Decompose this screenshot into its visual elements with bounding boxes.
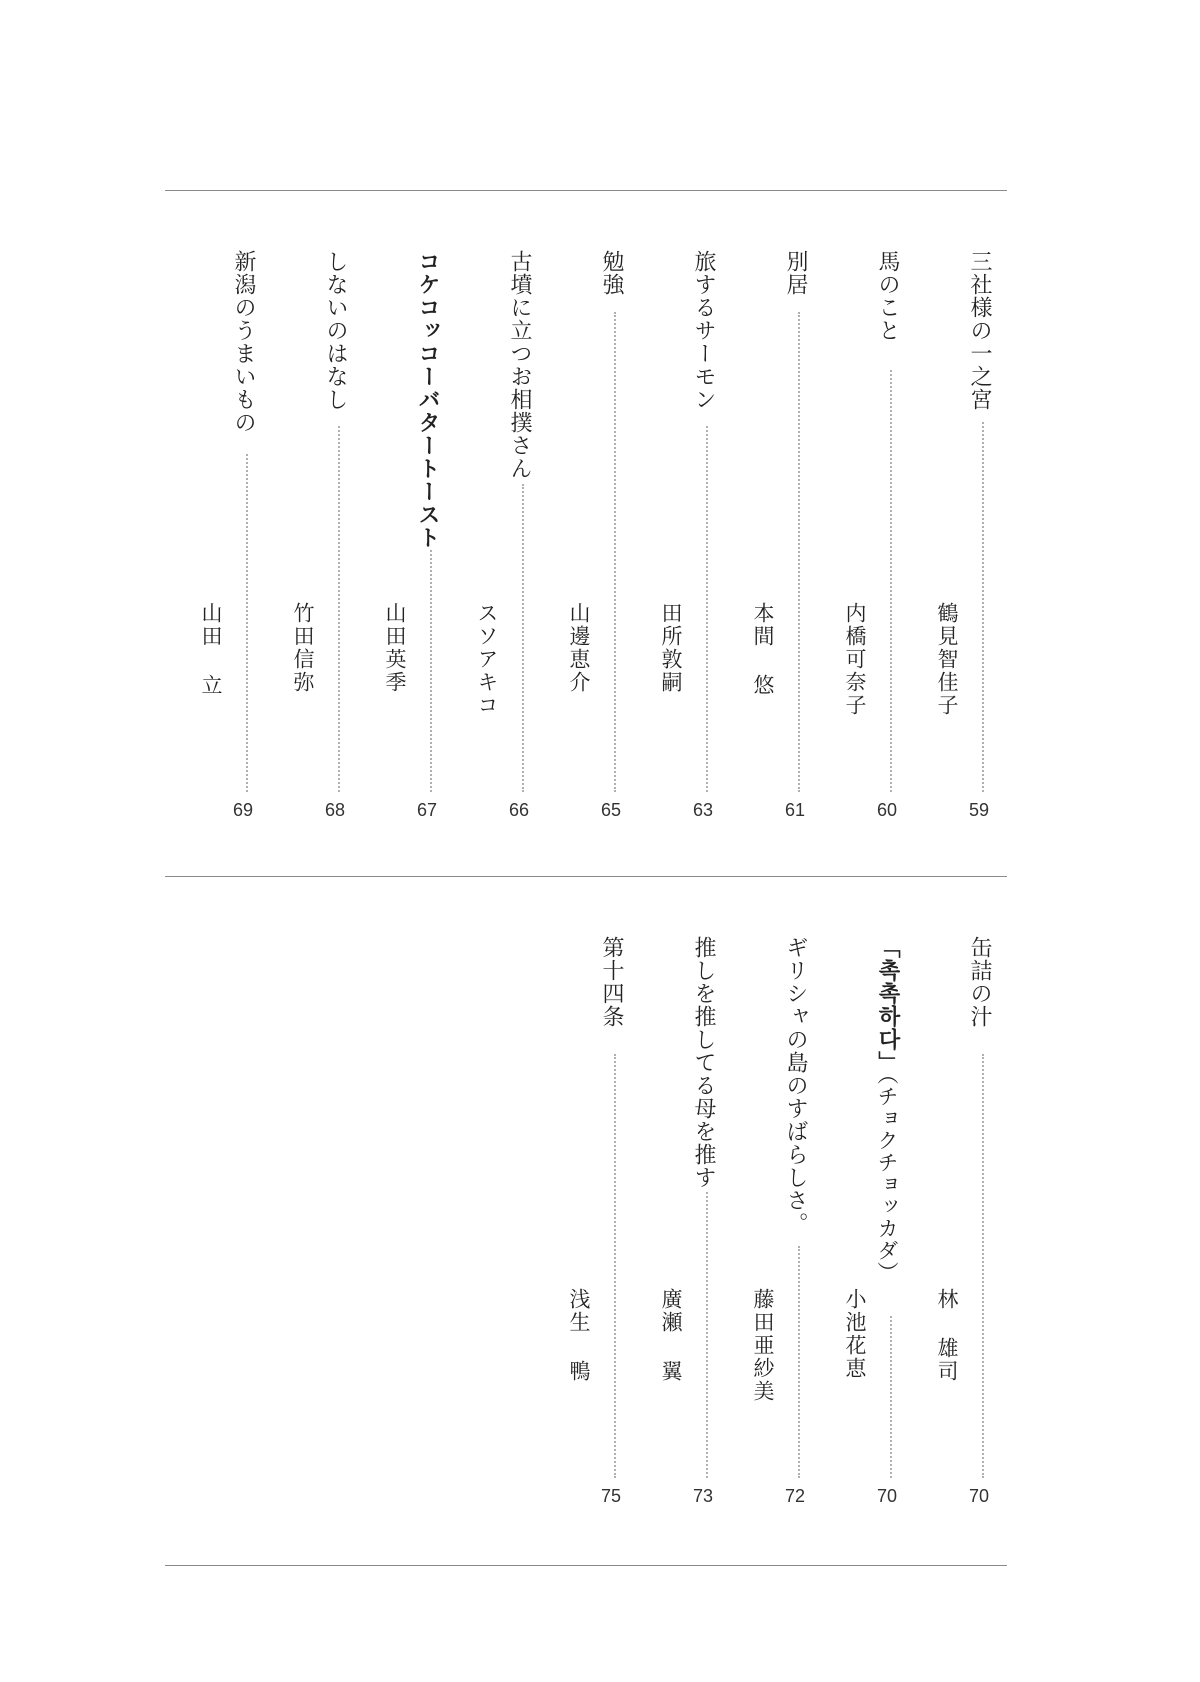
leader-dots	[614, 312, 616, 792]
toc-entry[interactable]	[841, 936, 901, 1506]
entry-author: 廣瀬 翼	[659, 1288, 683, 1383]
entry-page: 69	[232, 800, 254, 820]
toc-entry[interactable]	[381, 250, 441, 820]
leader-dots	[614, 1054, 616, 1478]
toc-section-1	[165, 250, 1007, 820]
entry-title-main: 「촉촉하다」	[875, 936, 900, 1074]
entry-author: 山田 立	[199, 602, 223, 697]
leader-dots	[890, 370, 892, 792]
entry-author: 藤田亜紗美	[751, 1288, 775, 1403]
entry-author: 浅生 鴨	[567, 1288, 591, 1383]
entry-page: 70	[968, 1486, 990, 1506]
entry-page: 60	[876, 800, 898, 820]
top-rule	[165, 190, 1007, 191]
toc-section-2	[165, 936, 1007, 1506]
leader-dots	[982, 1054, 984, 1478]
entry-author: 林 雄司	[935, 1288, 959, 1383]
entry-title: 第十四条	[599, 936, 624, 1028]
entry-page: 70	[876, 1486, 898, 1506]
entry-page: 61	[784, 800, 806, 820]
toc-entry[interactable]	[565, 936, 625, 1506]
entry-page: 68	[324, 800, 346, 820]
entry-title: 旅するサーモン	[691, 250, 716, 411]
entry-page: 65	[600, 800, 622, 820]
entry-title: 勉強	[599, 250, 624, 296]
entry-title: 古墳に立つお相撲さん	[507, 250, 532, 480]
toc-entry[interactable]	[933, 250, 993, 820]
entry-title: 三社様の一之宮	[967, 250, 992, 411]
entry-author: 竹田信弥	[291, 602, 315, 694]
entry-title: 推しを推してる母を推す	[691, 936, 716, 1189]
entry-page: 73	[692, 1486, 714, 1506]
entry-title: 別居	[783, 250, 808, 296]
toc-entry[interactable]	[197, 250, 257, 820]
leader-dots	[890, 1316, 892, 1478]
leader-dots	[982, 422, 984, 792]
entry-author: 山邊恵介	[567, 602, 591, 694]
entry-author: スソアキコ	[475, 602, 499, 717]
leader-dots	[798, 312, 800, 792]
leader-dots	[522, 484, 524, 792]
entry-title: コケコッコーバタートースト	[415, 250, 440, 549]
entry-author: 山田英季	[383, 602, 407, 694]
entry-title: 馬のこと	[875, 250, 900, 342]
entry-author: 田所敦嗣	[659, 602, 683, 694]
entry-page: 67	[416, 800, 438, 820]
bottom-rule	[165, 1565, 1007, 1566]
toc-entry[interactable]	[473, 250, 533, 820]
entry-author: 小池花恵	[843, 1288, 867, 1380]
entry-title: 新潟のうまいもの	[231, 250, 256, 434]
entry-author: 鶴見智佳子	[935, 602, 959, 717]
leader-dots	[798, 1246, 800, 1478]
entry-page: 75	[600, 1486, 622, 1506]
leader-dots	[706, 1192, 708, 1478]
entry-author: 本間 悠	[751, 602, 775, 697]
leader-dots	[246, 454, 248, 792]
entry-page: 63	[692, 800, 714, 820]
toc-entry[interactable]	[565, 250, 625, 820]
toc-entry[interactable]	[289, 250, 349, 820]
entry-page: 59	[968, 800, 990, 820]
leader-dots	[706, 426, 708, 792]
entry-page: 72	[784, 1486, 806, 1506]
toc-entry[interactable]	[749, 250, 809, 820]
toc-entry[interactable]	[657, 250, 717, 820]
entry-title: 缶詰の汁	[967, 936, 992, 1028]
toc-entry[interactable]	[657, 936, 717, 1506]
entry-title: ギリシャの島のすばらしさ。	[783, 936, 808, 1235]
middle-rule	[165, 876, 1007, 877]
entry-author: 内橋可奈子	[843, 602, 867, 717]
toc-entry[interactable]	[749, 936, 809, 1506]
entry-title: しないのはなし	[323, 250, 348, 411]
toc-entry[interactable]	[933, 936, 993, 1506]
entry-title	[873, 936, 901, 1284]
toc-entry[interactable]	[841, 250, 901, 820]
entry-title-sub: （チョクチョッカダ）	[875, 1074, 899, 1284]
leader-dots	[430, 550, 432, 792]
leader-dots	[338, 426, 340, 792]
entry-page: 66	[508, 800, 530, 820]
